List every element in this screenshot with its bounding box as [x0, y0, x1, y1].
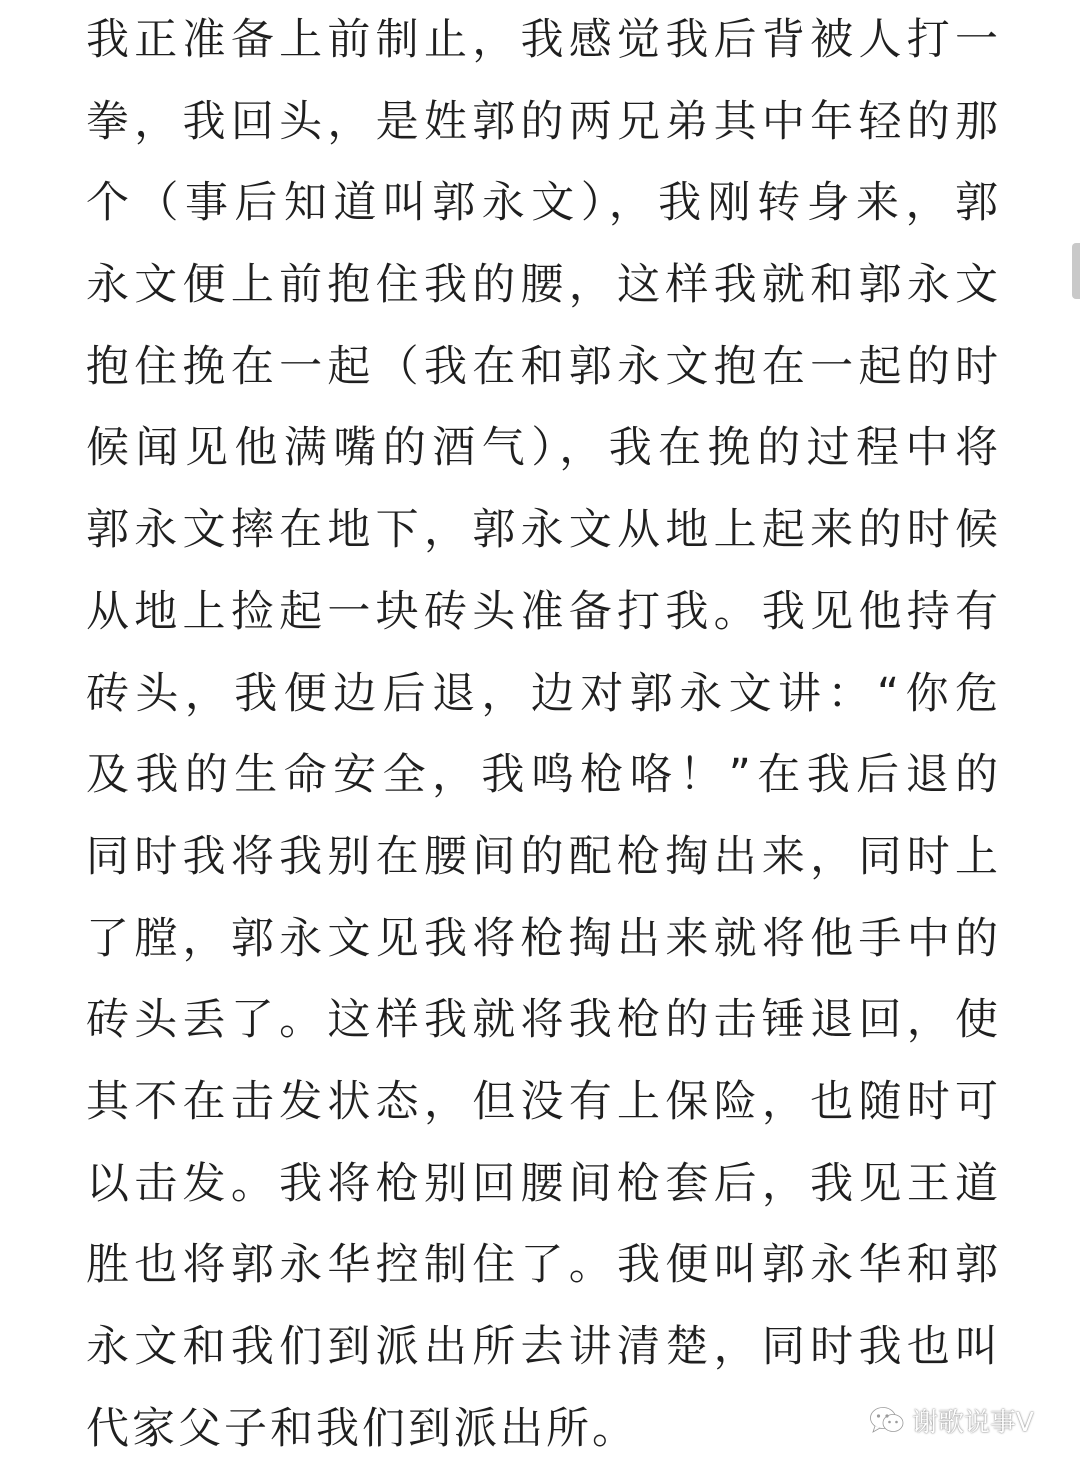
text-line: 以击发。我将枪别回腰间枪套后，我见王道 [86, 1158, 998, 1209]
text-line: 个（事后知道叫郭永文），我刚转身来，郭 [86, 178, 998, 229]
text-line: 从地上捡起一块砖头准备打我。我见他持有 [86, 586, 998, 637]
text-line: 永文便上前抱住我的腰，这样我就和郭永文 [86, 260, 998, 311]
watermark [868, 1402, 1034, 1438]
wechat-icon [868, 1405, 906, 1435]
article-body [86, 0, 998, 1470]
watermark-text: 谢歌说事V [912, 1407, 1034, 1438]
text-line: 胜也将郭永华控制住了。我便叫郭永华和郭 [86, 1240, 998, 1291]
text-line: 及我的生命安全，我鸣枪咯！”在我后退的 [86, 750, 998, 801]
text-line: 拳，我回头，是姓郭的两兄弟其中年轻的那 [86, 96, 998, 147]
text-line: 代家父子和我们到派出所。 [86, 1403, 638, 1454]
text-line: 同时我将我别在腰间的配枪掏出来，同时上 [86, 831, 998, 882]
text-line: 砖头，我便边后退，边对郭永文讲：“你危 [86, 668, 998, 719]
text-line: 我正准备上前制止，我感觉我后背被人打一 [86, 15, 998, 65]
text-line: 候闻见他满嘴的酒气），我在挽的过程中将 [86, 423, 998, 474]
text-line: 其不在击发状态，但没有上保险，也随时可 [86, 1076, 998, 1127]
text-line: 砖头丢了。这样我就将我枪的击锤退回，使 [86, 995, 998, 1046]
text-line: 郭永文摔在地下，郭永文从地上起来的时候 [86, 505, 998, 556]
text-line: 了膛，郭永文见我将枪掏出来就将他手中的 [86, 913, 998, 964]
scrollbar-thumb[interactable] [1072, 243, 1080, 299]
text-line: 抱住挽在一起（我在和郭永文抱在一起的时 [86, 341, 998, 392]
text-line: 永文和我们到派出所去讲清楚，同时我也叫 [86, 1322, 998, 1372]
